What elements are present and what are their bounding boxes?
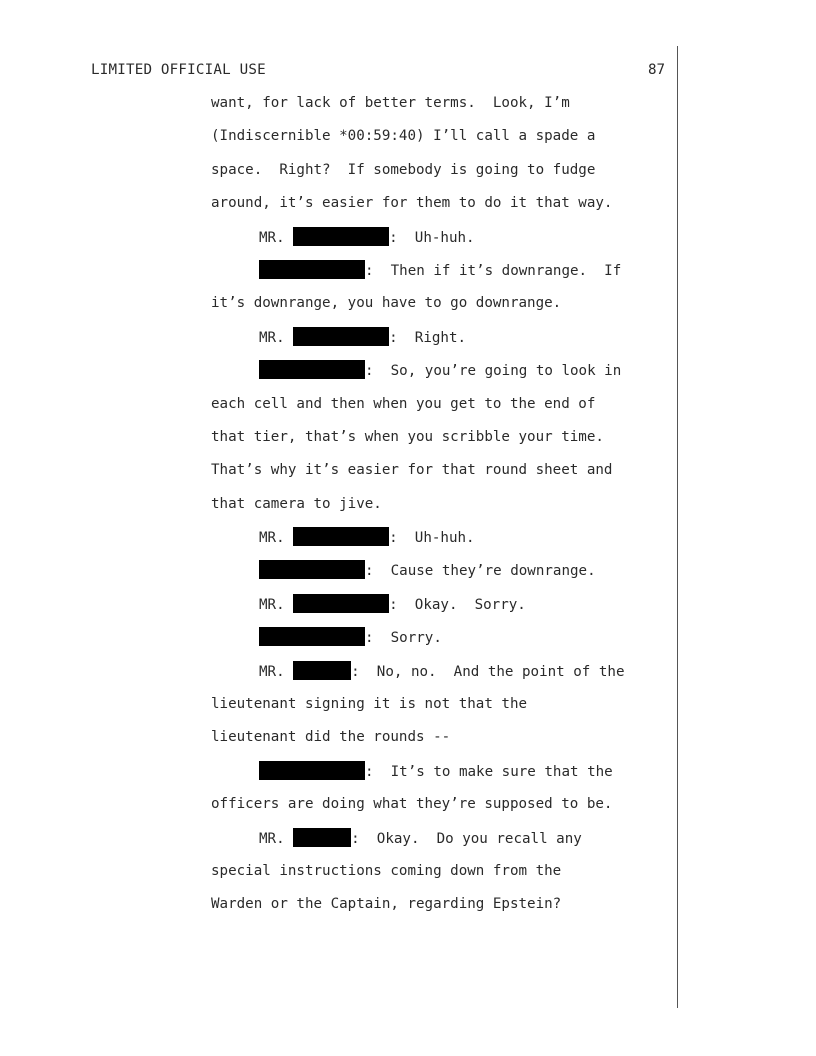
speaker-prefix: MR. (259, 530, 294, 547)
redaction-box (293, 327, 389, 346)
transcript-line (0, 694, 680, 727)
line-text: each cell and then when you get to the end of (211, 395, 596, 412)
line-text: lieutenant signing it is not that the (211, 696, 528, 713)
line-text: that tier, that’s when you scribble your time. (211, 428, 604, 445)
line-text: officers are doing what they’re supposed to be. (211, 796, 613, 813)
transcript-line (0, 861, 680, 894)
speech: : Cause they’re downrange. (365, 563, 596, 580)
transcript-line (0, 160, 680, 193)
speech: : Okay. Sorry. (389, 596, 526, 613)
speech: : Then if it’s downrange. If (365, 262, 622, 279)
transcript-line (0, 260, 680, 293)
transcript-line (0, 727, 680, 760)
line-text (259, 594, 526, 615)
redaction-box (293, 527, 389, 546)
speaker-prefix: MR. (259, 830, 294, 847)
line-text: want, for lack of better terms. Look, I’m (211, 95, 570, 111)
redaction-box (259, 627, 365, 646)
line-text (259, 661, 625, 682)
line-text: that camera to jive. (211, 495, 382, 512)
speech: : Right. (389, 329, 467, 346)
line-text (259, 260, 621, 281)
page-number: 87 (648, 62, 666, 78)
line-text (259, 327, 466, 348)
line-text (259, 560, 596, 581)
redaction-box (259, 560, 365, 579)
transcript-line (0, 360, 680, 393)
transcript-line (0, 93, 680, 126)
line-text (259, 227, 475, 248)
redaction-box (293, 661, 351, 680)
transcript-line (0, 394, 680, 427)
line-text: space. Right? If somebody is going to fudge (211, 161, 596, 178)
transcript-line (0, 828, 680, 861)
redaction-box (259, 761, 365, 780)
line-text: (Indiscernible *00:59:40) I’ll call a spade a (211, 128, 596, 145)
transcript-line (0, 227, 680, 260)
speech: : Sorry. (365, 630, 442, 647)
speech: : Uh-huh. (389, 530, 475, 547)
redaction-box (259, 360, 365, 379)
transcript-line (0, 761, 680, 794)
transcript-line (0, 193, 680, 226)
transcript-body (0, 93, 680, 928)
transcript-line (0, 494, 680, 527)
redaction-box (293, 828, 351, 847)
speech: : No, no. And the point of the (351, 663, 625, 680)
line-text: it’s downrange, you have to go downrange. (211, 295, 562, 312)
redaction-box (293, 594, 389, 613)
classification-header: LIMITED OFFICIAL USE (91, 62, 266, 78)
speech: : It’s to make sure that the (365, 763, 613, 780)
line-text (259, 527, 475, 548)
line-text (259, 828, 582, 849)
transcript-line (0, 327, 680, 360)
redaction-box (293, 227, 389, 246)
line-text (259, 761, 613, 782)
transcript-line (0, 427, 680, 460)
speech: : Uh-huh. (389, 229, 475, 246)
transcript-line (0, 293, 680, 326)
speech: : Okay. Do you recall any (351, 830, 582, 847)
line-text (259, 360, 621, 381)
transcript-line (0, 894, 680, 927)
speech: : So, you’re going to look in (365, 363, 622, 380)
speaker-prefix: MR. (259, 329, 294, 346)
transcript-line (0, 560, 680, 593)
line-text (259, 627, 442, 648)
transcript-line (0, 126, 680, 159)
speaker-prefix: MR. (259, 663, 294, 680)
transcript-line (0, 460, 680, 493)
line-text: around, it’s easier for them to do it that way. (211, 195, 613, 212)
transcript-line (0, 661, 680, 694)
line-text: Warden or the Captain, regarding Epstein? (211, 896, 562, 913)
redaction-box (259, 260, 365, 279)
line-text: lieutenant did the rounds -- (211, 729, 451, 746)
line-text: special instructions coming down from the (211, 862, 562, 879)
transcript-line (0, 627, 680, 660)
transcript-line (0, 527, 680, 560)
transcript-line (0, 594, 680, 627)
transcript-line (0, 794, 680, 827)
speaker-prefix: MR. (259, 596, 294, 613)
line-text: That’s why it’s easier for that round sheet and (211, 462, 613, 479)
speaker-prefix: MR. (259, 229, 294, 246)
